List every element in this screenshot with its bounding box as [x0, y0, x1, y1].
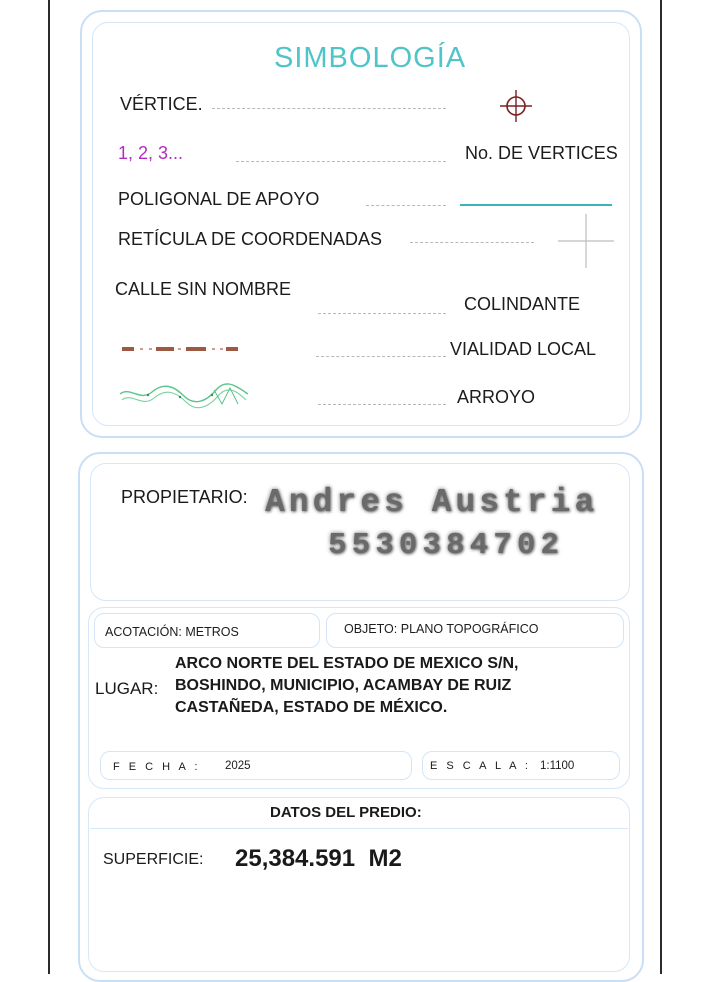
coordinate-grid-label: RETÍCULA DE COORDENADAS	[118, 229, 383, 249]
leader-line	[318, 313, 446, 314]
vertex-marker-icon	[498, 88, 534, 124]
grid-cross-icon	[558, 214, 614, 268]
stream-symbol	[118, 380, 250, 412]
leader-line	[316, 356, 446, 357]
leader-line	[366, 205, 446, 206]
owner-phone: 5530384702	[328, 528, 565, 563]
unnamed-street-label: CALLE SIN NOMBRE	[115, 279, 292, 299]
symbology-panel-inner	[92, 22, 630, 426]
local-road-label: VIALIDAD LOCAL	[450, 339, 597, 359]
adjacent-label: COLINDANTE	[464, 294, 581, 314]
owner-label: PROPIETARIO:	[121, 487, 248, 507]
place-line: ARCO NORTE DEL ESTADO DE MEXICO S/N,	[175, 655, 519, 672]
vertex-numbers-sample: 1, 2, 3...	[118, 143, 184, 163]
polygon-line-symbol	[460, 204, 612, 206]
property-data-box	[88, 797, 630, 972]
place-line: CASTAÑEDA, ESTADO DE MÉXICO.	[175, 699, 448, 716]
place-label: LUGAR:	[95, 679, 159, 698]
date-value: 2025	[225, 760, 251, 772]
date-label: F E C H A :	[113, 761, 201, 773]
stream-label: ARROYO	[457, 387, 536, 407]
property-data-title: DATOS DEL PREDIO:	[270, 804, 422, 821]
area-value: 25,384.591 M2	[235, 845, 402, 872]
scale-label: E S C A L A :	[430, 760, 531, 772]
page-left-edge	[48, 0, 50, 974]
area-label: SUPERFICIE:	[103, 851, 204, 868]
leader-line	[410, 242, 534, 243]
dimension-label: ACOTACIÓN: METROS	[105, 625, 239, 639]
leader-line	[236, 161, 446, 162]
leader-line	[212, 108, 446, 109]
owner-name: Andres Austria	[265, 484, 599, 521]
page-right-edge	[660, 0, 662, 974]
place-line: BOSHINDO, MUNICIPIO, ACAMBAY DE RUIZ	[175, 677, 512, 694]
scale-value: 1:1100	[540, 760, 575, 772]
object-label: OBJETO: PLANO TOPOGRÁFICO	[344, 622, 539, 636]
vertex-numbers-label: No. DE VERTICES	[465, 143, 618, 163]
property-data-divider	[90, 828, 628, 829]
support-polygon-label: POLIGONAL DE APOYO	[118, 189, 320, 209]
road-dash-symbol	[120, 344, 242, 354]
symbology-title: SIMBOLOGÍA	[274, 42, 467, 74]
leader-line	[318, 404, 446, 405]
vertex-label: VÉRTICE.	[120, 94, 203, 114]
